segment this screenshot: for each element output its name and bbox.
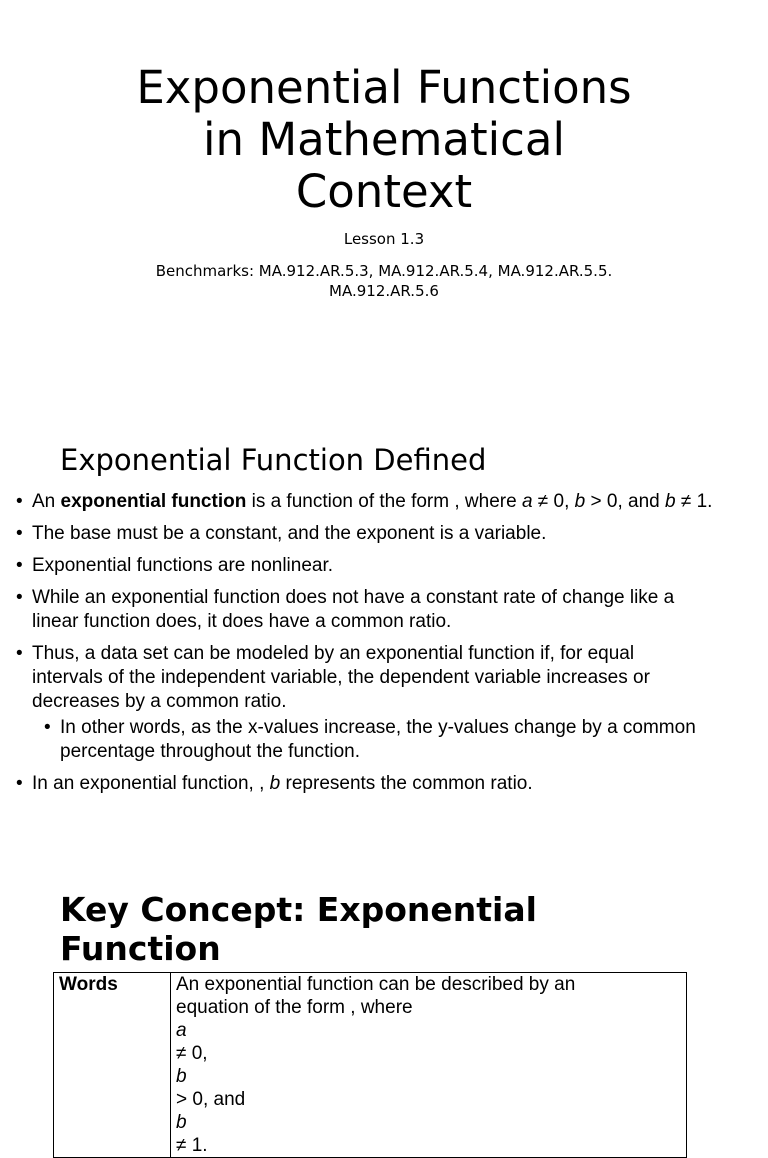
- variable-b: b: [176, 1066, 187, 1087]
- text-segment: is a function of the form , where: [246, 491, 522, 512]
- list-item-line: • While an exponential function does not have a constant rate of change like a: [32, 587, 675, 608]
- list-item-line: • Thus, a data set can be modeled by an exponential function if, for equal: [32, 643, 635, 664]
- list-item-line: • In other words, as the x-values increase, the y-values change by a common: [60, 717, 696, 738]
- text-segment: ≠ 1.: [176, 1135, 208, 1156]
- benchmarks-line: Benchmarks: MA.912.AR.5.3, MA.912.AR.5.4, MA.912.AR.5.5.: [155, 262, 613, 280]
- text-segment: ≠ 0,: [532, 491, 575, 512]
- text-segment: > 0, and: [176, 1089, 246, 1110]
- variable-a: a: [176, 1020, 187, 1041]
- variable-b: b: [269, 773, 281, 794]
- table-cell: [171, 973, 687, 1158]
- variable-b: b: [574, 491, 586, 512]
- benchmarks: [0, 261, 768, 301]
- text-segment: In an exponential function, ,: [32, 773, 270, 794]
- text-segment: An: [32, 491, 61, 512]
- variable-b: b: [665, 491, 676, 512]
- slide-title-line: Context: [295, 165, 473, 218]
- text-segment: represents the common ratio.: [280, 773, 533, 794]
- title-slide: [0, 0, 768, 410]
- text-segment: > 0, and: [585, 491, 665, 512]
- list-item-line: decreases by a common ratio.: [32, 691, 287, 712]
- text-segment: ≠ 1.: [675, 491, 713, 512]
- bullet-list: [14, 490, 764, 804]
- list-item-line: linear function does, it does have a common ratio.: [32, 611, 452, 632]
- list-item: [14, 772, 764, 796]
- list-item: • The base must be a constant, and the exponent is a variable.: [14, 522, 764, 546]
- list-item: • Exponential functions are nonlinear.: [14, 554, 764, 578]
- key-concept-title-line: Function: [60, 929, 221, 968]
- list-item-line: intervals of the independent variable, the dependent variable increases or: [32, 667, 650, 688]
- text-segment: ≠ 0,: [176, 1043, 208, 1064]
- table-header-cell: Words: [54, 973, 171, 1158]
- key-concept-table: [53, 972, 687, 1158]
- variable-a: a: [521, 491, 533, 512]
- section-title: Exponential Function Defined: [60, 443, 487, 477]
- table-row: [54, 973, 687, 1158]
- slide-title-line: Exponential Functions: [136, 61, 632, 114]
- text-segment: equation of the form , where: [176, 997, 413, 1018]
- benchmarks-line: MA.912.AR.5.6: [329, 282, 439, 300]
- variable-b: b: [176, 1112, 187, 1133]
- table-cell-line: An exponential function can be described by an: [176, 974, 576, 995]
- list-item: [14, 490, 764, 514]
- key-concept-title: [60, 890, 537, 968]
- sub-list-item: [14, 716, 764, 764]
- list-item: [14, 642, 764, 714]
- table-cell-line: [176, 996, 681, 1157]
- list-item: [14, 586, 764, 634]
- list-item-line: percentage throughout the function.: [60, 741, 361, 762]
- bold-term: exponential function: [60, 491, 247, 512]
- slide-title: [0, 62, 768, 218]
- slide-title-line: in Mathematical: [203, 113, 565, 166]
- key-concept-title-line: Key Concept: Exponential: [60, 890, 537, 929]
- lesson-label: Lesson 1.3: [343, 230, 425, 248]
